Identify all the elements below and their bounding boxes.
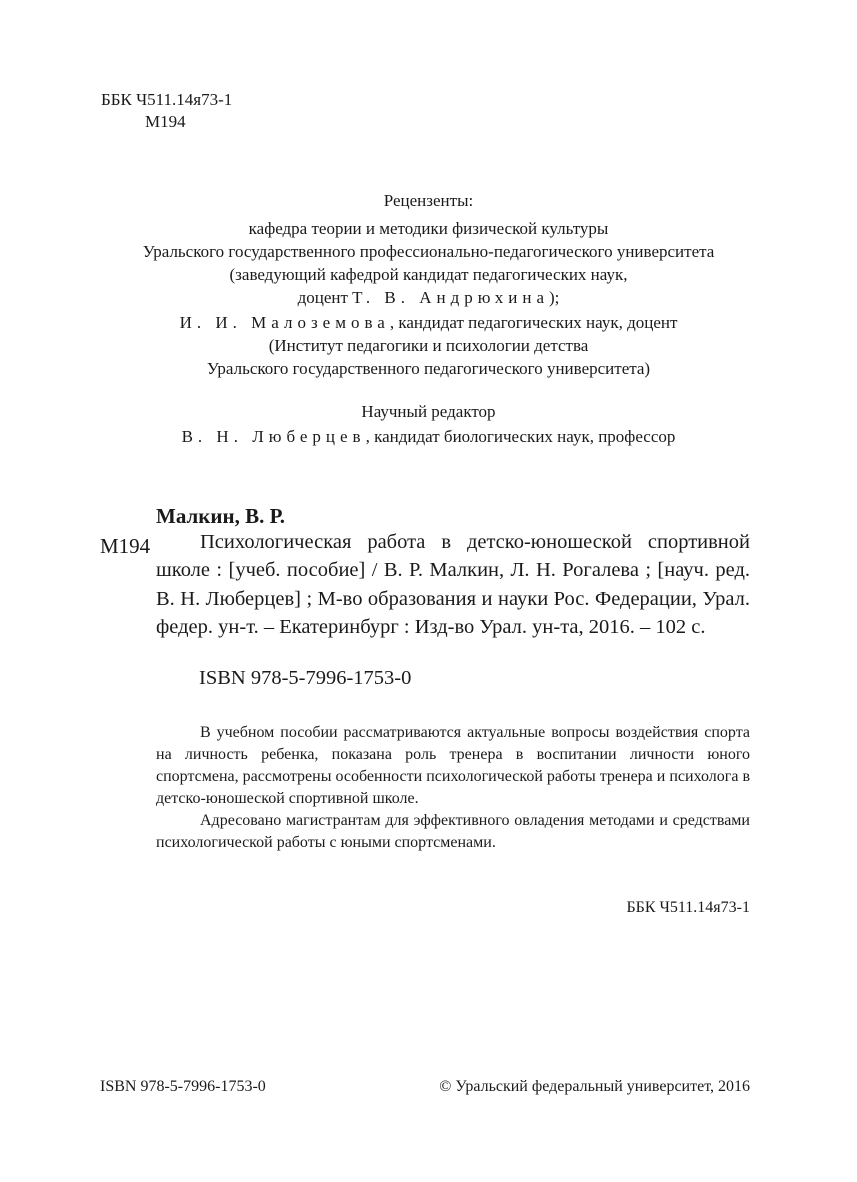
reviewer-line-6: (Институт педагогики и психологии детства [268,336,589,355]
editor-heading: Научный редактор [361,402,496,421]
reviewer-name-2: И. И. Малоземова [179,313,390,332]
reviewer-line-4-suffix: ); [549,288,560,307]
editor-line [0,425,857,448]
catalog-author: Малкин, В. Р. [156,504,286,528]
reviewer-line-2: Уральского государственного профессионально-педагогического университета [142,242,715,261]
reviewer-line-1: кафедра теории и методики физической культуры [248,219,609,238]
reviewers-heading: Рецензенты: [383,191,474,210]
abstract-text-2: Адресовано магистрантам для эффективного овладения методами и средствами психологической работы с юными спортсменами. [156,812,750,851]
reviewer-line-3: (заведующий кафедрой кандидат педагогических наук, [229,265,628,284]
footer-isbn: ISBN 978-5-7996-1753-0 [100,1078,266,1095]
editor-name: В. Н. Люберцев [181,427,366,446]
catalog-text: Психологическая работа в детско-юношеской спортивной школе : [учеб. пособие] / В. Р. Малкин, Л. Н. Рогалева ; [науч. ред. В. Н. Люберцев] ; М-во образования и науки Рос. Федерации, Урал. федер. ун-т. – Екатеринбург : Изд-во Урал. ун-та, 2016. – 102 с. [156,531,750,638]
catalog-code: М194 [100,534,151,558]
bbk-code-bottom: ББК Ч511.14я73-1 [626,899,750,916]
bbk-code: ББК Ч511.14я73-1 [101,90,233,109]
footer-copyright: © Уральский федеральный университет, 2016 [439,1078,750,1095]
abstract-paragraph-2 [156,810,750,854]
reviewer-line-7: Уральского государственного педагогического университета) [206,359,651,378]
abstract-text-1: В учебном пособии рассматриваются актуальные вопросы воздействия спорта на личность ребенка, показана роль тренера в воспитании личности юного спортсмена, рассмотрены особенности психологической работы тренера и психолога в детско-юношеской спортивной школе. [156,724,750,807]
catalog-isbn: ISBN 978-5-7996-1753-0 [199,667,412,689]
catalog-description [156,528,750,641]
reviewer-name-1: Т. В. Андрюхина [352,288,549,307]
editor-suffix: , кандидат биологических наук, профессор [365,427,676,446]
reviewer-line-4-prefix: доцент [297,288,348,307]
reviewer-line-5-suffix: , кандидат педагогических наук, доцент [389,313,678,332]
reviewer-line-4 [0,286,857,309]
reviewer-line-5 [0,311,857,334]
abstract-paragraph-1 [156,722,750,810]
author-mark: М194 [145,112,186,131]
